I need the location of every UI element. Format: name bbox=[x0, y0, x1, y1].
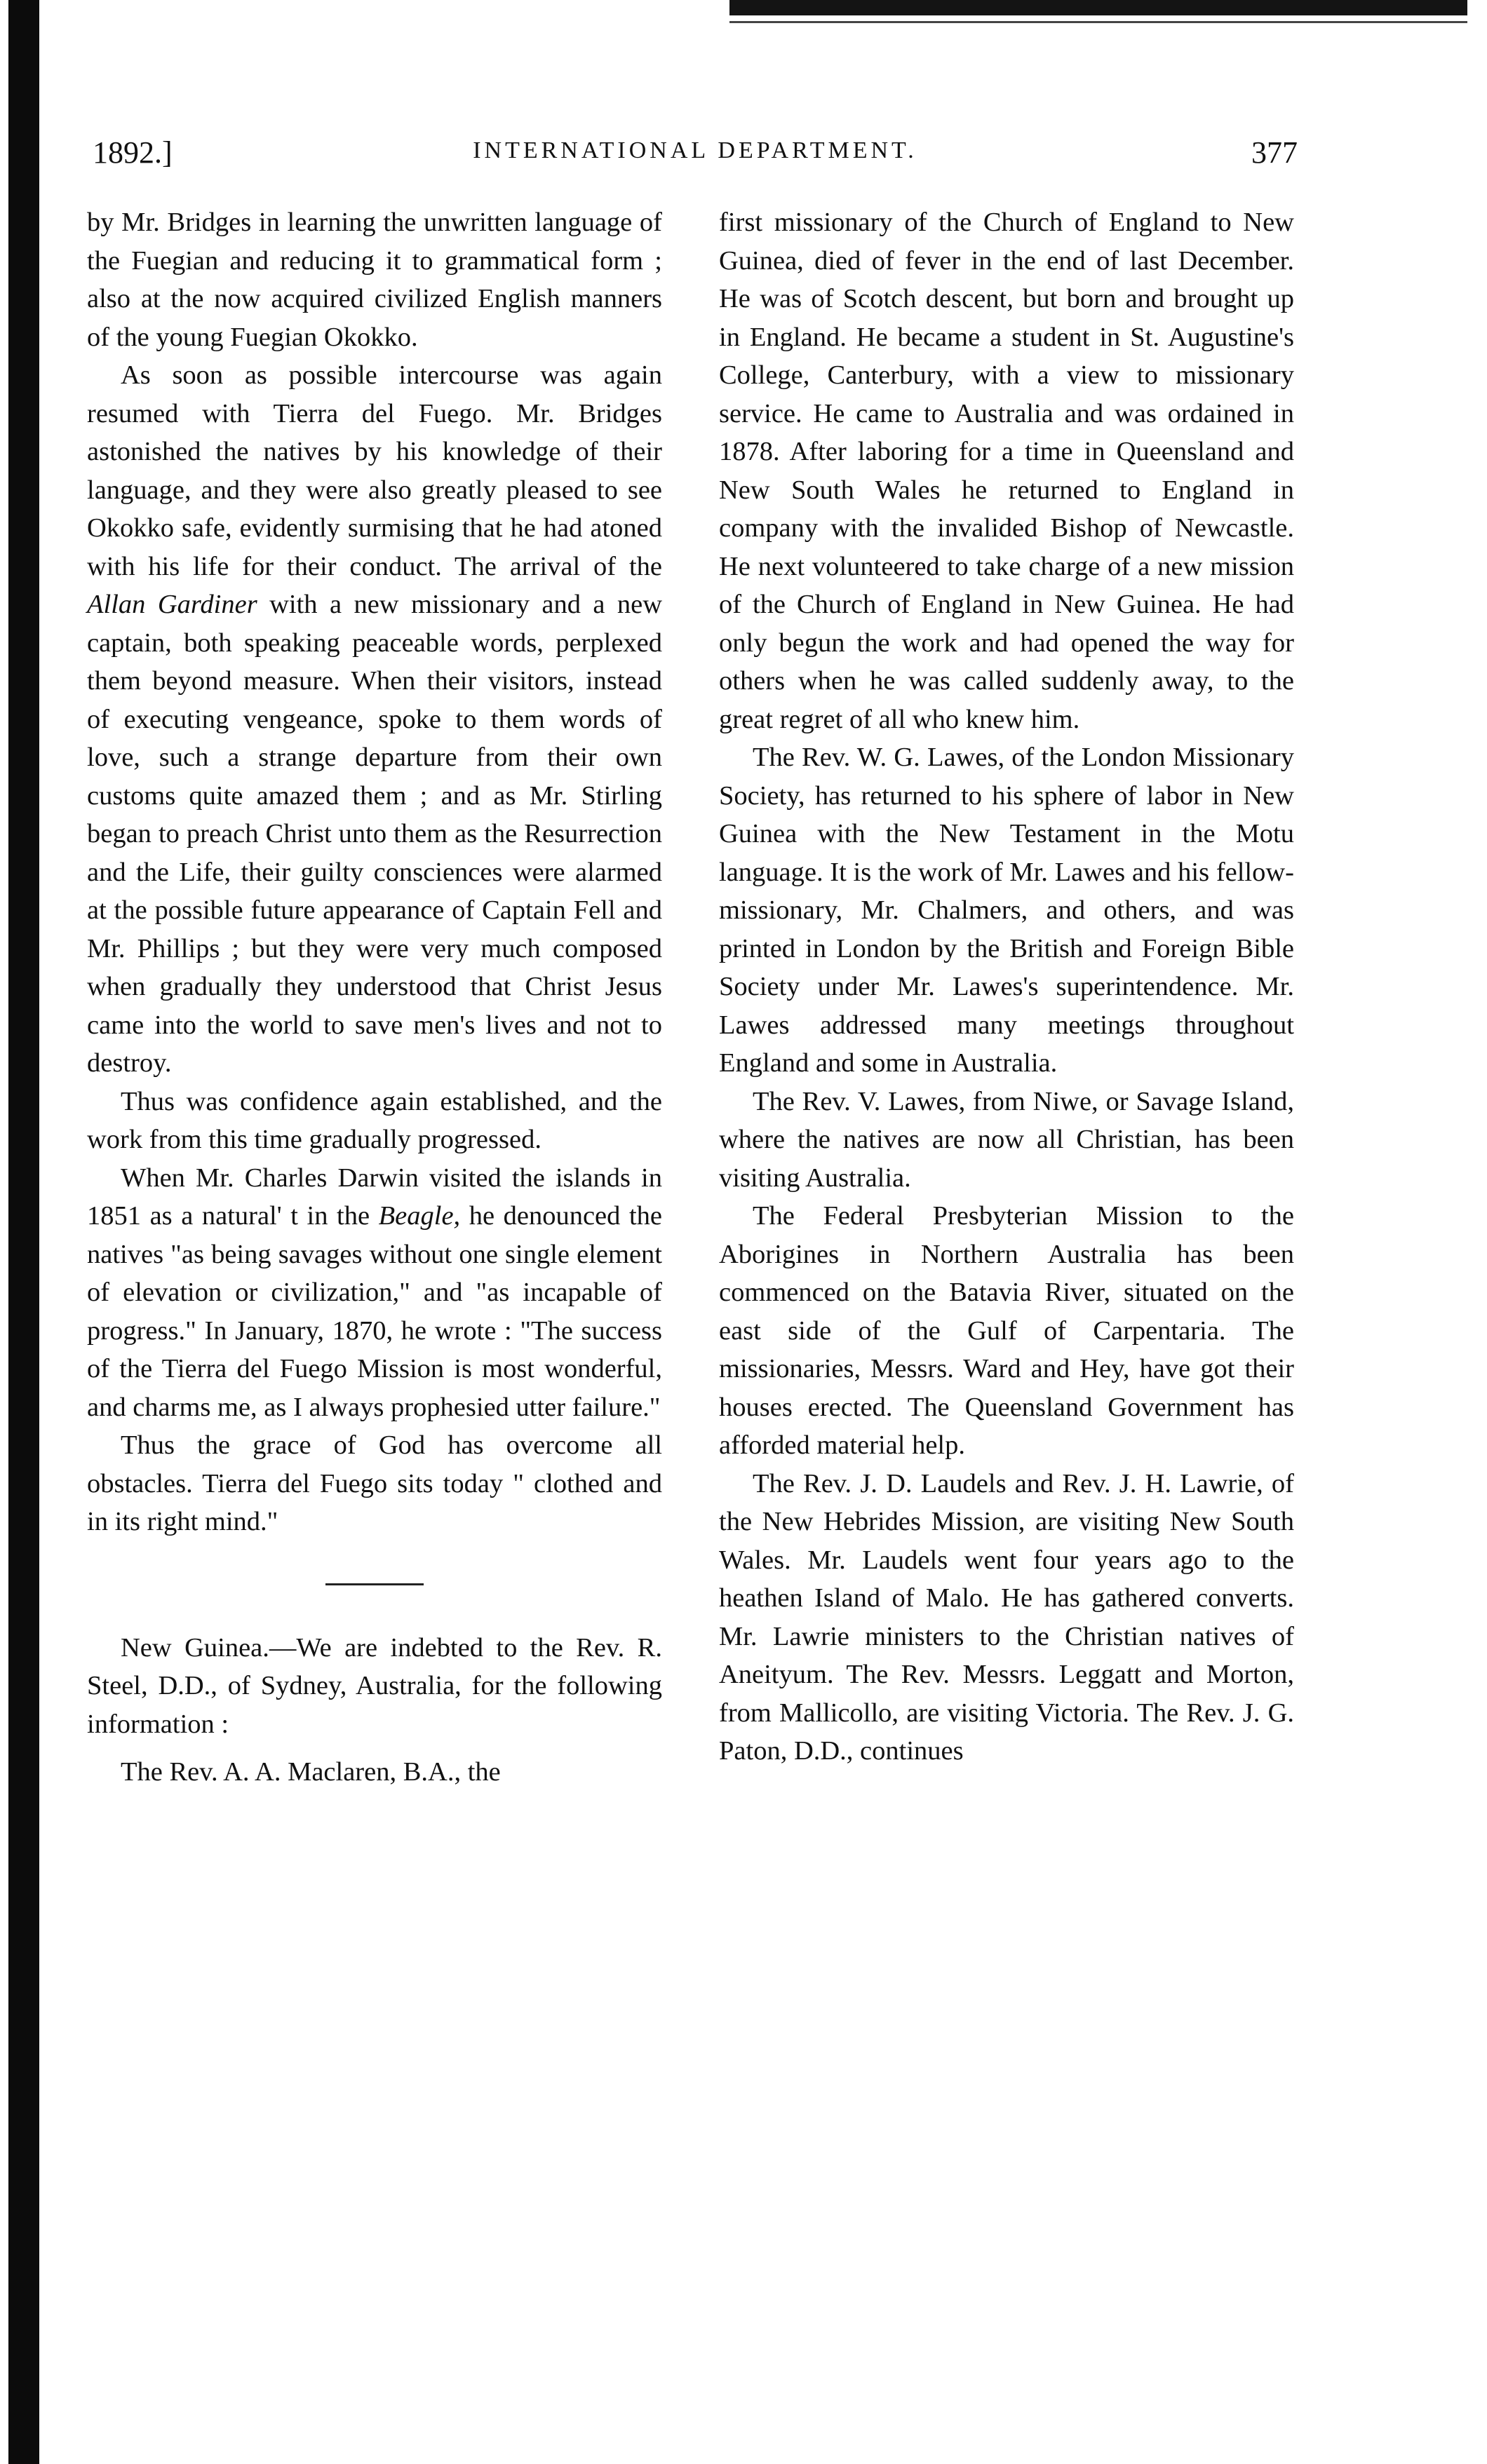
paragraph: The Rev. A. A. Maclaren, B.A., the bbox=[121, 1757, 501, 1787]
paragraph: Thus was confidence again established, and the work from this time gradually progressed. bbox=[87, 1086, 662, 1154]
paragraph-text: As soon as possible intercourse was again resumed with Tierra del Fuego. Mr. Bridges astonished the natives by his knowledge of their language, and they were also greatly pleased to see Okokko safe, evidently surmising that he had atoned with his life for their conduct. The arrival of the bbox=[87, 360, 662, 581]
paragraph-text: When Mr. Charles Darwin visited the islands in 1851 as a natural' t in the bbox=[87, 1163, 662, 1231]
page-header bbox=[93, 135, 1298, 184]
top-scan-rule-thin bbox=[729, 21, 1467, 23]
paragraph: The Rev. V. Lawes, from Niwe, or Savage Island, where the natives are now all Christian, has been visiting Australia. bbox=[719, 1086, 1294, 1193]
ship-name: Allan Gardiner bbox=[87, 590, 257, 619]
section-separator bbox=[325, 1583, 424, 1585]
paragraph-text: with a new missionary and a new captain, both speaking peaceable words, perplexed them beyond measure. When their visitors, instead of executing vengeance, spoke to them words of love, such a strange departure from their own customs quite amazed them ; and as Mr. Stirling began to preach Christ unto them as the Resurrection and the Life, their guilty consciences were alarmed at the possible future appearance of Captain Fell and Mr. Phillips ; but they were very much composed when gradually they understood that Christ Jesus came into the world to save men's lives and not to destroy. bbox=[87, 590, 662, 1078]
header-year: 1892.] bbox=[93, 135, 173, 170]
section-heading-paragraph: New Guinea.—We are indebted to the Rev. R. Steel, D.D., of Sydney, Australia, for the following information : bbox=[87, 1632, 662, 1739]
paragraph-text: he denounced the natives "as being savages without one single element of elevation or civilization," and "as incapable of progress." In January, 1870, he wrote : "The success of the Tierra del Fuego Mission is most wonderful, and charms me, as I always prophesied utter failure." bbox=[87, 1201, 662, 1422]
running-title: INTERNATIONAL DEPARTMENT. bbox=[473, 137, 917, 163]
right-column bbox=[719, 203, 1294, 1771]
page-number: 377 bbox=[1251, 135, 1298, 170]
paragraph: The Federal Presbyterian Mission to the Aborigines in Northern Australia has been commenced on the Batavia River, situated on the east side of the Gulf of Carpentaria. The missionaries, Messrs. Ward and Hey, have got their houses erected. The Queensland Government has afforded material help. bbox=[719, 1201, 1294, 1460]
ship-name: Beagle, bbox=[378, 1201, 461, 1231]
paragraph: The Rev. W. G. Lawes, of the London Missionary Society, has returned to his sphere of labor in New Guinea with the New Testament in the Motu language. It is the work of Mr. Lawes and his fellow-missionary, Mr. Chalmers, and others, and was printed in London by the British and Foreign Bible Society under Mr. Lawes's superintendence. Mr. Lawes addressed many meetings throughout England and some in Australia. bbox=[719, 743, 1294, 1078]
top-scan-rule bbox=[729, 0, 1467, 15]
paragraph: by Mr. Bridges in learning the unwritten language of the Fuegian and reducing it to grammatical form ; also at the now acquired civilized English manners of the young Fuegian Okokko. bbox=[87, 208, 662, 352]
paragraph bbox=[87, 356, 662, 1083]
paragraph: The Rev. J. D. Laudels and Rev. J. H. Lawrie, of the New Hebrides Mission, are visiting New South Wales. Mr. Laudels went four years ago to the heathen Island of Malo. He has gathered converts. Mr. Lawrie ministers to the Christian natives of Aneityum. The Rev. Messrs. Leggatt and Morton, from Mallicollo, are visiting Victoria. The Rev. J. G. Paton, D.D., continues bbox=[719, 1468, 1294, 1766]
scan-edge-shadow bbox=[8, 0, 39, 2464]
left-column bbox=[87, 203, 662, 1792]
paragraph: first missionary of the Church of England to New Guinea, died of fever in the end of last December. He was of Scotch descent, but born and brought up in England. He became a student in St. Augustine's College, Canterbury, with a view to missionary service. He came to Australia and was ordained in 1878. After laboring for a time in Queensland and New South Wales he returned to England in company with the invalided Bishop of Newcastle. He next volunteered to take charge of a new mission of the Church of England in New Guinea. He had only begun the work and had opened the way for others when he was called suddenly away, to the great regret of all who knew him. bbox=[719, 208, 1294, 734]
paragraph: Thus the grace of God has overcome all obstacles. Tierra del Fuego sits today " clothed and in its right mind." bbox=[87, 1430, 662, 1536]
paragraph bbox=[87, 1159, 662, 1427]
